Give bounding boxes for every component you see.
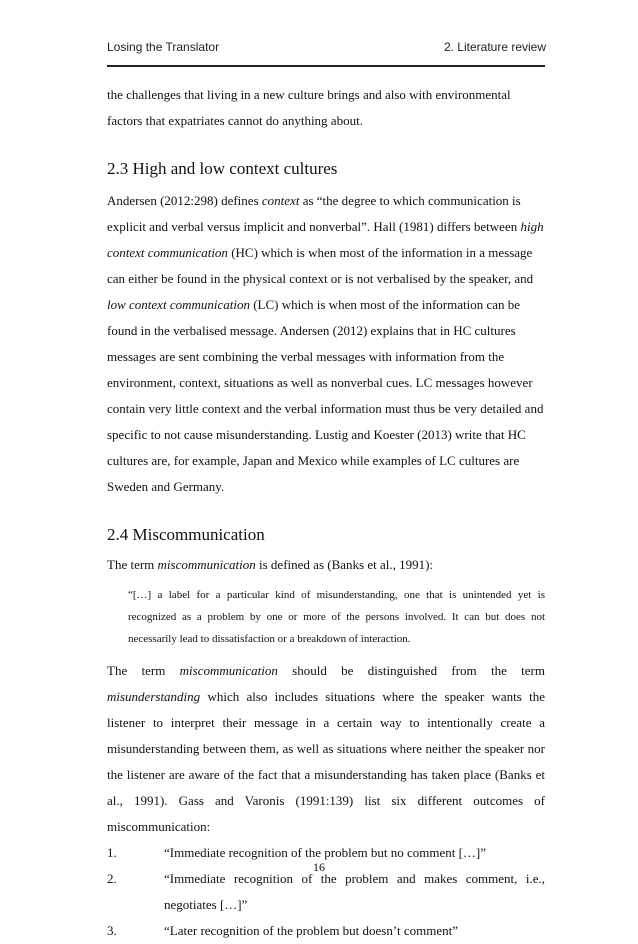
header-rule bbox=[107, 65, 545, 67]
term-high-context: high context communication bbox=[107, 219, 544, 260]
list-item-number: 3. bbox=[107, 923, 117, 938]
outcome-list bbox=[107, 840, 545, 944]
context-paragraph bbox=[107, 188, 545, 500]
term-miscommunication: miscommunication bbox=[157, 557, 256, 572]
list-item-text: “Immediate recognition of the problem but no comment […]” bbox=[164, 845, 487, 860]
list-item-text: “Later recognition of the problem but doesn’t comment” bbox=[164, 923, 458, 938]
term-context: context bbox=[261, 193, 300, 208]
continued-paragraph: the challenges that living in a new culture brings and also with environmental factors that expatriates cannot do anything about. bbox=[107, 87, 511, 128]
list-item-number: 2. bbox=[107, 871, 117, 886]
page-body bbox=[107, 82, 545, 944]
text-run: The term bbox=[107, 663, 180, 678]
block-quote: “[…] a label for a particular kind of misunderstanding, one that is unintended yet is recognized as a problem by one or more of the persons involved. It can but does not necessarily lead to dissatisfaction or a breakdown of interaction. bbox=[128, 589, 545, 645]
definition-intro bbox=[107, 552, 545, 578]
term-misunderstanding: misunderstanding bbox=[107, 689, 201, 704]
text-run: The term bbox=[107, 557, 158, 572]
list-item-number: 1. bbox=[107, 845, 117, 860]
text-run: (LC) which is when most of the information can be found in the verbalised message. Andersen (2012) explains that in HC cultures messages are sent combining the verbal messages with information from the environment, context, situations as well as nonverbal cues. LC messages however contain very little context and the verbal information must thus be very detailed and specific to not cause misunderstanding. Lustig and Koester (2013) write that HC cultures are, for example, Japan and Mexico while examples of LC cultures are Sweden and Germany. bbox=[107, 297, 544, 494]
text-run: as “the degree to which communication is explicit and verbal versus implicit and nonverbal”. Hall (1981) differs between bbox=[107, 193, 521, 234]
page-number: 16 bbox=[313, 860, 325, 874]
list-item bbox=[107, 918, 545, 944]
list-item-text: “Immediate recognition of the problem and makes comment, i.e., negotiates […]” bbox=[164, 871, 545, 912]
text-run: Andersen (2012:298) defines bbox=[107, 193, 262, 208]
text-run: (HC) which is when most of the information in a message can either be found in the physical context or is not verbalised by the speaker, and bbox=[107, 245, 534, 286]
term-miscommunication: miscommunication bbox=[179, 663, 278, 678]
text-run: should be distinguished from the term bbox=[277, 663, 545, 678]
running-header-chapter: 2. Literature review bbox=[443, 40, 546, 54]
text-run: is defined as (Banks et al., 1991): bbox=[255, 557, 434, 572]
section-heading-2-3: 2.3 High and low context cultures bbox=[107, 159, 338, 178]
miscommunication-paragraph bbox=[107, 658, 545, 840]
term-low-context: low context communication bbox=[107, 297, 250, 312]
running-header-title: Losing the Translator bbox=[107, 40, 220, 54]
section-heading-2-4: 2.4 Miscommunication bbox=[107, 525, 265, 544]
text-run: which also includes situations where the speaker wants the listener to interpret their message in a certain way to intentionally create a misunderstanding between them, as well as situations where neither the speaker nor the listener are aware of the fact that a misunderstanding has taken place (Banks et al., 1991). Gass and Varonis (1991:139) list six different outcomes of miscommunication: bbox=[107, 689, 545, 834]
